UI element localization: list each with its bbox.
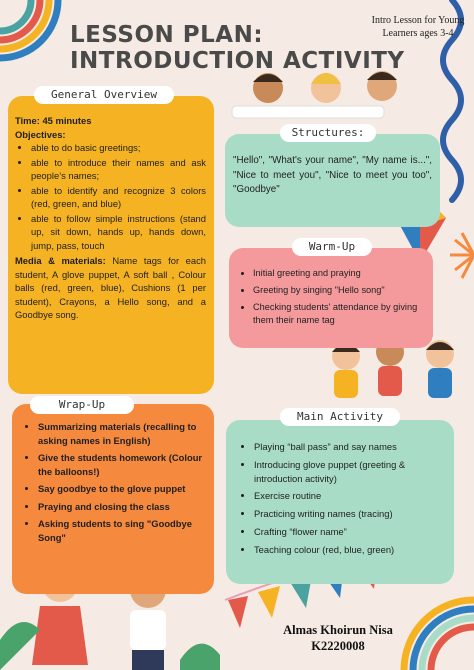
objective-item: • able to do basic greetings; [31, 141, 206, 155]
title-line-2: INTRODUCTION ACTIVITY [70, 48, 405, 74]
warmup-item: • Initial greeting and praying [253, 267, 425, 281]
main-activity-list [238, 440, 448, 557]
media-text: Name tags for each student, A glove puppet, A soft ball , Colour balls (red, green, blue), Cushions (1 per student), Crayons, a Hello song, and a Goodbye song. [15, 255, 207, 320]
warmup-card [229, 248, 433, 348]
objective-item: • able to follow simple instructions (stand up, sit down, hands up, hands down, jump, pass, touch [31, 212, 206, 253]
objectives-label: Objectives: [15, 128, 66, 140]
main-activity-item: • Playing “ball pass” and say names [254, 440, 448, 454]
title-line-1: LESSON PLAN: [70, 22, 264, 48]
warmup-list [237, 267, 425, 328]
main-activity-item: • Introducing glove puppet (greeting & introduction activity) [254, 458, 448, 486]
general-overview-card [8, 96, 214, 394]
warmup-item: • Checking students' attendance by giving them their name tag [253, 301, 425, 329]
main-activity-item: • Crafting “flower name” [254, 525, 448, 539]
wrapup-list [22, 420, 208, 544]
kids-illustration-top [232, 71, 397, 118]
author-id: K2220008 [311, 639, 365, 653]
wrapup-item: • Summarizing materials (recalling to asking names in English) [38, 420, 208, 447]
main-activity-heading: Main Activity [280, 408, 400, 426]
page-title [70, 22, 405, 74]
main-activity-item: • Teaching colour (red, blue, green) [254, 543, 448, 557]
rainbow-arc-top-left [0, 0, 58, 58]
objective-item: • able to introduce their names and ask people’s names; [31, 156, 206, 183]
wrapup-item: • Give the students homework (Colour the balloons!) [38, 451, 208, 478]
wrapup-card [12, 404, 214, 594]
wrapup-item: • Say goodbye to the glove puppet [38, 482, 208, 496]
author-name: Almas Khoirun Nisa [283, 623, 393, 637]
time-value: 45 minutes [42, 115, 92, 126]
author-block [268, 622, 408, 654]
subtitle: Intro Lesson for Young Learners ages 3-4 [371, 15, 465, 39]
warmup-item: • Greeting by singing "Hello song" [253, 284, 425, 298]
wrapup-item: • Asking students to sing "Goodbye Song" [38, 517, 208, 544]
structures-heading: Structures: [280, 124, 376, 142]
media-materials [15, 254, 206, 322]
rainbow-arc-bottom-right [404, 600, 474, 670]
main-activity-item: • Practicing writing names (tracing) [254, 507, 448, 521]
wrapup-heading: Wrap-Up [30, 396, 134, 414]
general-overview-heading: General Overview [34, 86, 174, 104]
time-label: Time: [15, 115, 40, 126]
structures-text: "Hello", "What's your name", "My name is...", "Nice to meet you", "Nice to meet you too", "Goodbye" [233, 155, 432, 195]
sunburst-decoration [450, 233, 474, 278]
main-activity-item: • Exercise routine [254, 489, 448, 503]
objective-item: • able to identify and recognize 3 colors (red, green, and blue) [31, 184, 206, 211]
structures-card [225, 134, 440, 227]
wrapup-item: • Praying and closing the class [38, 500, 208, 514]
main-activity-card [226, 420, 454, 584]
media-label: Media & materials: [15, 255, 106, 266]
warmup-heading: Warm-Up [292, 238, 372, 256]
objectives-list [15, 141, 206, 252]
